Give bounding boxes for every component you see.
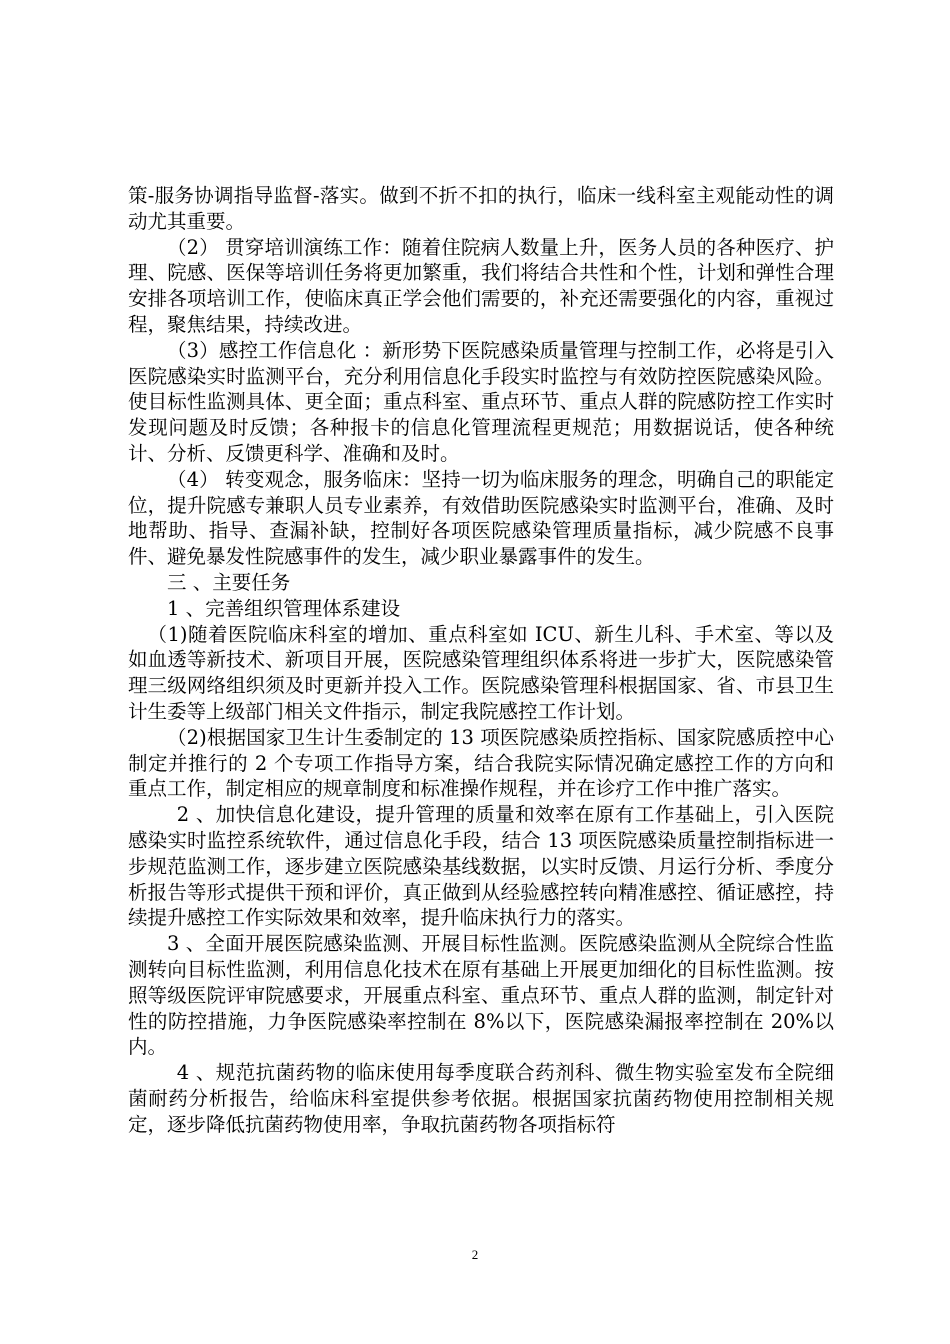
paragraph-informatization: （3）感控工作信息化 ：新形势下医院感染质量管理与控制工作，必将是引入医院感染实时监测平台，充分利用信息化手段实时监控与有效防控医院感染风险。使目标性监测具体、更全面；重点科室、重点环节、重点人群的院感防控工作实时发现问题及时反馈；各种报卡的信息化管理流程更规范；用数据说话，使各种统计、分析、反馈更科学、准确和及时。 xyxy=(128,338,834,465)
paragraph-organization-1: （1)随着医院临床科室的增加、重点科室如 ICU、新生儿科、手术室、等以及如血透等新技术、新项目开展，医院感染管理组织体系将进一步扩大，医院感染管理三级网络组织须及时更新并投入工作。医院感染管理科根据国家、省、市县卫生计生委等上级部门相关文件指示，制定我院感控工作计划。 xyxy=(128,622,834,723)
paragraph-infection-monitoring: 3 、全面开展医院感染监测、开展目标性监测。医院感染监测从全院综合性监测转向目标性监测，利用信息化技术在原有基础上开展更加细化的目标性监测。按照等级医院评审院感要求，开展重点科室、重点环节、重点人群的监测，制定针对性的防控措施，力争医院感染率控制在 8%以下，医院感染漏报率控制在 20%以内。 xyxy=(128,932,834,1059)
paragraph-antimicrobial-use: 4 、规范抗菌药物的临床使用每季度联合药剂科、微生物实验室发布全院细菌耐药分析报告，给临床科室提供参考依据。根据国家抗菌药物使用控制相关规定，逐步降低抗菌药物使用率，争取抗菌药物各项指标符 xyxy=(128,1061,834,1136)
section-heading-main-tasks: 三 、主要任务 xyxy=(167,570,291,594)
paragraph-information-construction: 2 、加快信息化建设，提升管理的质量和效率在原有工作基础上，引入医院感染实时监控系统软件，通过信息化手段，结合 13 项医院感染质量控制指标进一步规范监测工作，逐步建立医院感染基线数据，以实时反馈、月运行分析、季度分析报告等形式提供干预和评价，真正做到从经验感控转向精准感控、循证感控，持续提升感控工作实际效果和效率，提升临床执行力的落实。 xyxy=(128,803,834,930)
paragraph-training: （2） 贯穿培训演练工作：随着住院病人数量上升，医务人员的各种医疗、护理、院感、医保等培训任务将更加繁重，我们将结合共性和个性，计划和弹性合理安排各项培训工作，使临床真正学会他们需要的，补充还需要强化的内容，重视过程，聚焦结果，持续改进。 xyxy=(128,235,834,336)
paragraph-policy-continuation: 策-服务协调指导监督-落实。做到不折不扣的执行，临床一线科室主观能动性的调动尤其重要。 xyxy=(128,184,834,233)
page-number: 2 xyxy=(471,1247,479,1262)
document-body xyxy=(128,183,834,1137)
paragraph-organization-2: （2)根据国家卫生计生委制定的 13 项医院感染质控指标、国家院感质控中心制定并推行的 2 个专项工作指导方案，结合我院实际情况确定感控工作的方向和重点工作，制定相应的规章制度和标准操作规程，并在诊疗工作中推广落实。 xyxy=(128,725,834,801)
paragraph-serve-clinical: （4） 转变观念，服务临床：坚持一切为临床服务的理念，明确自己的职能定位，提升院感专兼职人员专业素养，有效借助医院感染实时监测平台，准确、及时地帮助、指导、查漏补缺，控制好各项医院感染管理质量指标，减少院感不良事件、避免暴发性院感事件的发生，减少职业暴露事件的发生。 xyxy=(128,467,834,569)
subheading-organization: 1 、完善组织管理体系建设 xyxy=(167,596,401,620)
